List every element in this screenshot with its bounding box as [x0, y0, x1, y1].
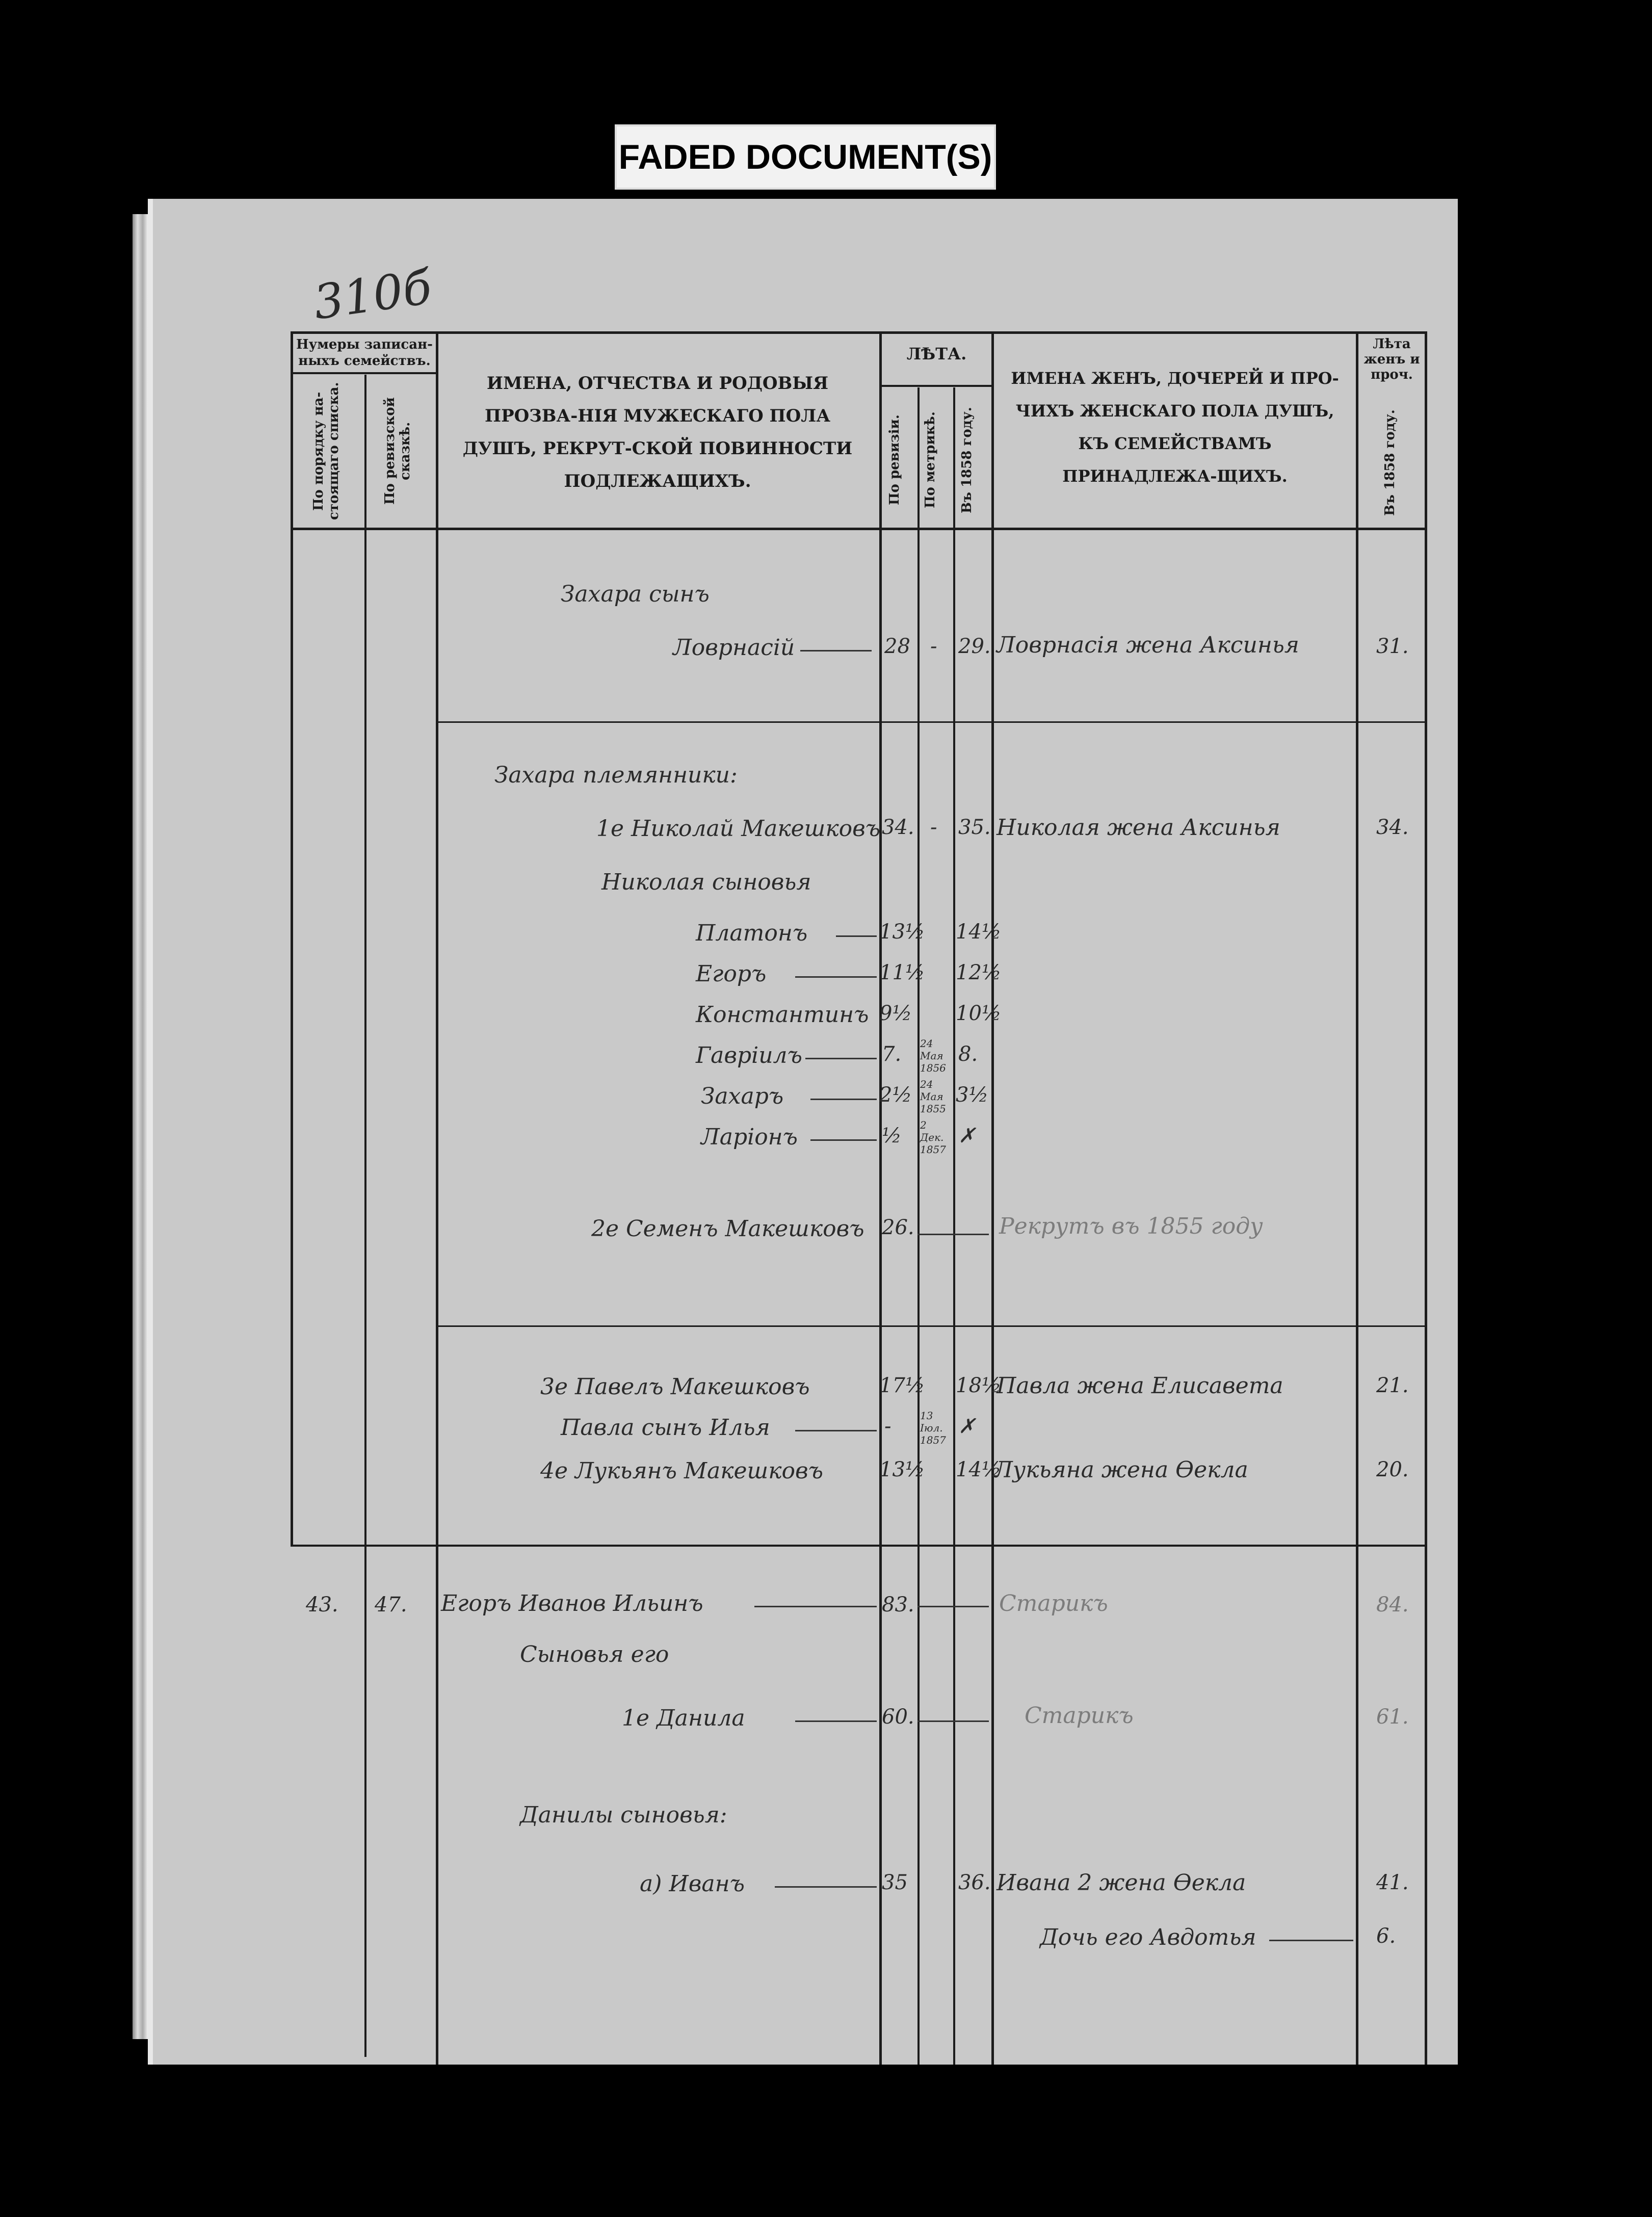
leader-line: [810, 1139, 877, 1141]
col-line-6: [991, 331, 994, 2065]
male-name: 3е Павелъ Макешковъ: [540, 1374, 810, 1400]
entry-heading: Данилы сыновья:: [520, 1802, 727, 1828]
leader-line: [795, 1720, 877, 1722]
revision-age: 60.: [882, 1705, 914, 1729]
col-line-8: [1425, 331, 1427, 2065]
current-age: 18½: [956, 1374, 1002, 1397]
entry-heading: Сыновья его: [520, 1641, 669, 1667]
row-divider-2: [436, 1325, 1427, 1327]
female-name: Ловрнасія жена Аксинья: [997, 632, 1299, 658]
header-by-revision-tale: По ревизской сказкѣ.: [382, 397, 413, 505]
page-edge: [133, 214, 148, 2039]
male-name: Гавріилъ: [696, 1042, 802, 1068]
revision-age: -: [884, 1415, 891, 1438]
header-bottom-border: [291, 528, 1427, 530]
leader-line: [917, 1606, 989, 1607]
male-name: Ларіонъ: [701, 1124, 798, 1150]
male-name: 4е Лукьянъ Макешковъ: [540, 1458, 823, 1484]
current-age: ✗: [958, 1415, 976, 1438]
col-line-1: [364, 375, 366, 2057]
female-age: 34.: [1376, 816, 1409, 839]
header-wives-in-year: Въ 1858 году.: [1382, 409, 1398, 516]
male-name: 1е Данила: [622, 1705, 745, 1731]
col-line-3: [879, 331, 882, 2065]
leader-line: [754, 1606, 877, 1607]
header-by-metrics: По метрикѣ.: [923, 411, 938, 509]
male-name: Платонъ: [696, 920, 808, 946]
metric-age: -: [930, 816, 937, 839]
header-male-names: ИМЕНА, ОТЧЕСТВА И РОДОВЫЯ ПРОЗВА-НІЯ МУЖЕСКАГО ПОЛА ДУШЪ, РЕКРУТ-СКОЙ ПОВИННОСТИ ПОДЛЕЖАЩИХЪ.: [462, 373, 853, 491]
male-name: Егоръ: [696, 961, 767, 987]
current-age: 29.: [958, 635, 991, 658]
col-line-7: [1356, 331, 1358, 2065]
family-number: 43.: [306, 1593, 338, 1616]
header-years: ЛѢТА.: [906, 344, 967, 363]
current-age: 14½: [956, 920, 1002, 944]
col-line-2: [436, 331, 438, 2065]
revision-age: 28: [884, 635, 910, 658]
leader-line: [800, 650, 872, 651]
revision-age: 13½: [879, 920, 925, 944]
leader-line: [836, 935, 877, 937]
leader-line: [1269, 1940, 1353, 1941]
current-age: 12½: [956, 961, 1002, 984]
female-name: Николая жена Аксинья: [997, 815, 1280, 841]
metric-date: 13 Іюл. 1857: [920, 1410, 946, 1446]
entry-heading: Захара сынъ: [561, 581, 710, 607]
female-name: Павла жена Елисавета: [997, 1373, 1283, 1399]
faded-document-label: FADED DOCUMENT(S): [617, 126, 994, 188]
female-name: Лукьяна жена Ѳеклa: [994, 1457, 1248, 1483]
years-divider: [879, 385, 991, 387]
current-age: 14½: [956, 1458, 1002, 1481]
male-name: 2е Семенъ Макешковъ: [591, 1216, 864, 1242]
leader-line: [805, 1058, 877, 1059]
current-age: 10½: [956, 1002, 1002, 1025]
female-age: 6.: [1376, 1924, 1396, 1948]
col-line-4: [917, 387, 920, 2065]
entry-heading: Захара племянники:: [494, 762, 738, 788]
female-age: 41.: [1376, 1871, 1409, 1894]
female-age: 20.: [1376, 1458, 1409, 1481]
revision-age: 34.: [882, 816, 914, 839]
male-name: Константинъ: [696, 1002, 869, 1028]
metric-date: 2 Дек. 1857: [920, 1119, 946, 1156]
male-name: Захаръ: [701, 1083, 784, 1109]
female-name: Ивана 2 жена Ѳекла: [997, 1870, 1246, 1896]
current-age: 8.: [958, 1042, 978, 1066]
metric-date: 24 Мая 1856: [920, 1037, 946, 1074]
header-by-revision: По ревизіи.: [887, 414, 902, 506]
row-divider-1: [436, 721, 1427, 723]
leader-line: [810, 1099, 877, 1100]
entry-heading: Николая сыновья: [601, 869, 811, 895]
col-line-5: [953, 387, 955, 2065]
leader-line: [917, 1720, 989, 1722]
header-divider: [291, 372, 438, 374]
header-family-numbers: Нумеры записан-ныхъ семействъ.: [296, 337, 433, 369]
revision-age: 7.: [882, 1042, 902, 1066]
male-name: а) Иванъ: [640, 1871, 745, 1897]
male-name: Павла сынъ Илья: [561, 1415, 770, 1441]
metric-age: -: [930, 635, 937, 658]
metric-date: 24 Мая 1855: [920, 1078, 946, 1115]
female-age: 21.: [1376, 1374, 1409, 1397]
current-age: 36.: [958, 1871, 991, 1894]
female-age: 31.: [1376, 635, 1409, 658]
header-wives-years: Лѣта женъ и проч.: [1363, 336, 1420, 382]
male-name: Егоръ Иванов Ильинъ: [441, 1590, 703, 1616]
revision-number: 47.: [375, 1593, 407, 1616]
leader-line: [795, 1430, 877, 1431]
revision-age: 13½: [879, 1458, 925, 1481]
row-divider-3: [291, 1545, 1427, 1547]
revision-age: ½: [882, 1124, 902, 1147]
female-name: Дочь его Авдотья: [1040, 1924, 1256, 1950]
header-female-names: ИМЕНА ЖЕНЪ, ДОЧЕРЕЙ И ПРО-ЧИХЪ ЖЕНСКАГО ПОЛА ДУШЪ, КЪ СЕМЕЙСТВАМЪ ПРИНАДЛЕЖА-ЩИХЪ.: [1011, 369, 1339, 486]
remark: Рекрутъ въ 1855 году: [999, 1213, 1263, 1239]
header-by-current-list: По порядку на-стоящаго списка.: [311, 382, 342, 520]
revision-age: 35: [882, 1871, 908, 1894]
revision-age: 17½: [879, 1374, 925, 1397]
table-border-left: [291, 331, 293, 1545]
table-top-border: [291, 331, 1427, 334]
male-name: 1е Николай Макешковъ: [596, 816, 881, 842]
female-age: 61.: [1376, 1705, 1409, 1729]
leader-line: [917, 1234, 989, 1235]
current-age: 35.: [958, 816, 991, 839]
revision-age: 9½: [879, 1002, 912, 1025]
revision-age: 26.: [882, 1216, 914, 1239]
header-in-year: Въ 1858 году.: [959, 407, 975, 513]
revision-age: 11½: [879, 961, 925, 984]
page-number: 310б: [310, 259, 435, 330]
female-age: 84.: [1376, 1593, 1409, 1616]
current-age: 3½: [956, 1083, 989, 1107]
leader-line: [775, 1886, 877, 1888]
revision-age: 83.: [882, 1593, 914, 1616]
revision-age: 2½: [879, 1083, 912, 1107]
male-name: Ловрнасій: [673, 635, 795, 661]
current-age: ✗: [958, 1124, 976, 1147]
remark: Старикъ: [999, 1590, 1108, 1616]
remark: Старикъ: [1025, 1703, 1134, 1729]
leader-line: [795, 976, 877, 978]
